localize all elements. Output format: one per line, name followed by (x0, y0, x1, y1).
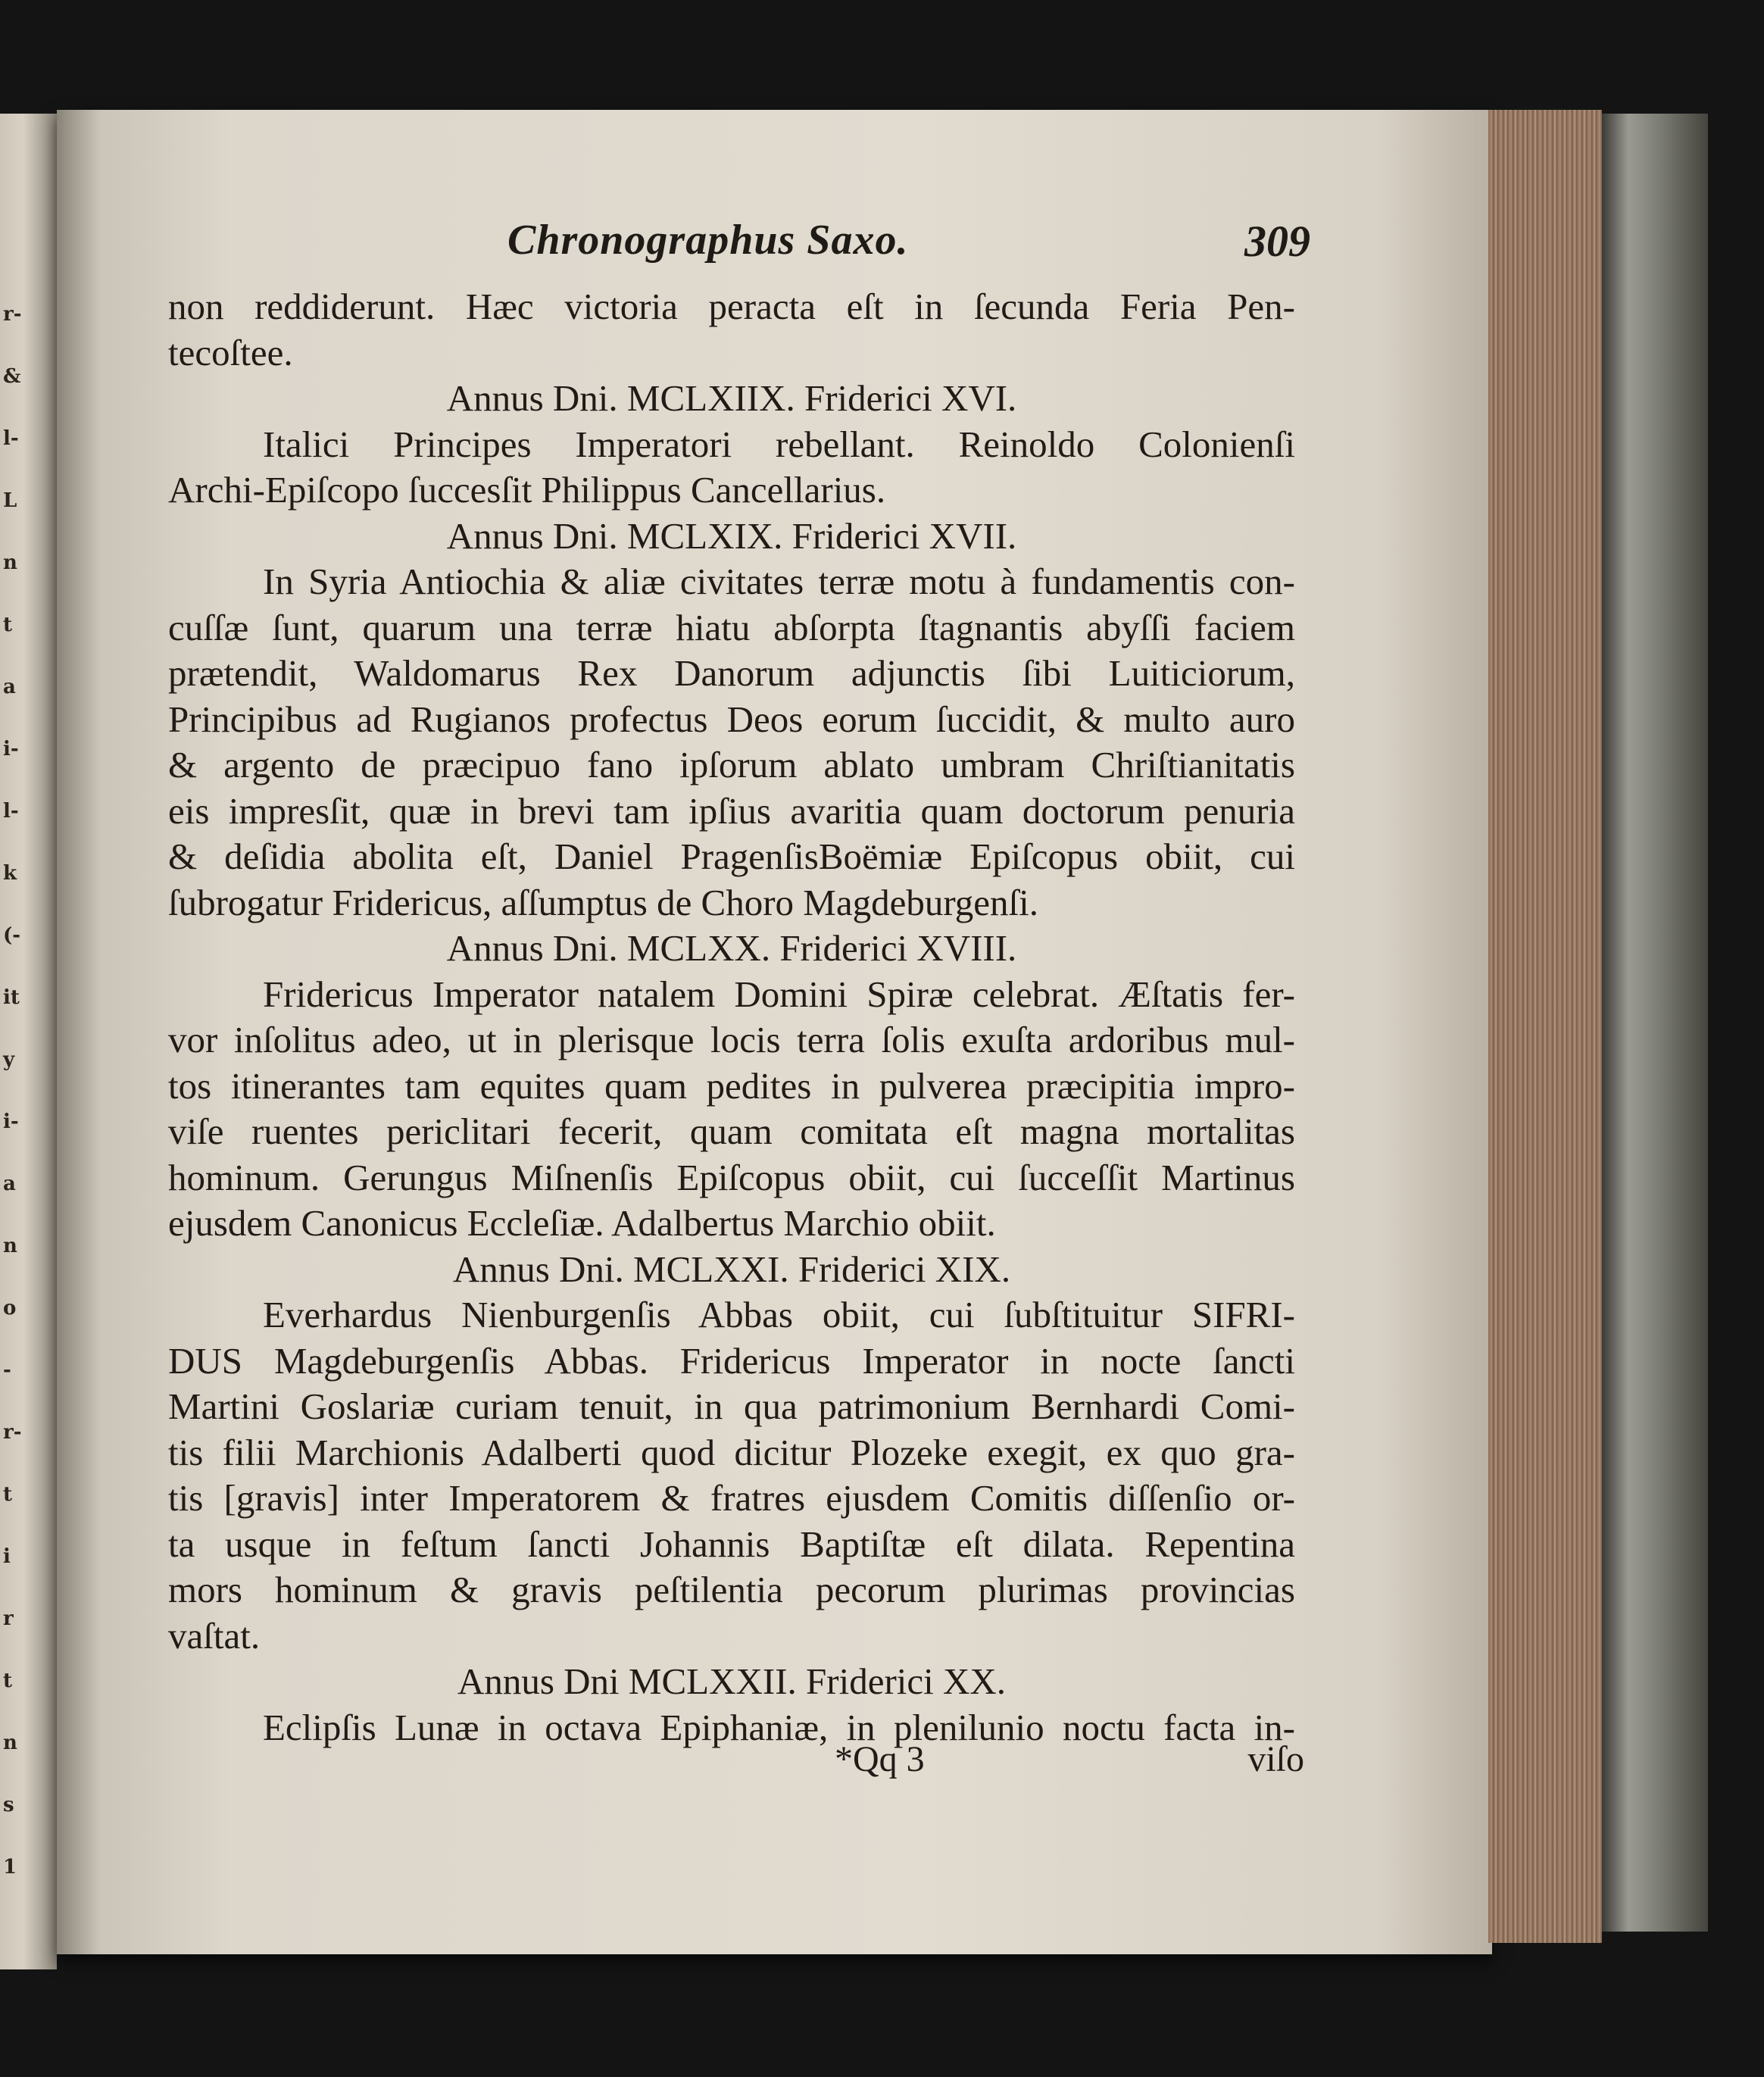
left-page-fragment: a (3, 1173, 16, 1195)
book-cover-board (1602, 114, 1708, 1932)
text-line: ejusdem Canonicus Eccleſiæ. Adalbertus Marchio obiit. (168, 1202, 996, 1244)
left-page-fragment: o (3, 1297, 17, 1320)
left-page-fragment: t (3, 614, 13, 636)
text-line: vor inſolitus adeo, ut in plerisque locis terra ſolis exuſta ardoribus mul- (168, 1019, 1295, 1060)
text-line: Fridericus Imperator natalem Domini Spiræ celebrat. Æſtatis fer- (263, 973, 1295, 1015)
text-line: tecoſtee. (168, 331, 293, 373)
page-number: 309 (1244, 217, 1310, 266)
left-page-fragment: - (3, 1359, 11, 1382)
text-line: cuſſæ ſunt, quarum una terræ hiatu abſorpta ſtagnantis abyſſi faciem (168, 606, 1295, 648)
year-heading: Annus Dni. MCLXIIX. Friderici XVI. (446, 377, 1017, 419)
text-line: Italici Principes Imperatori rebellant. Reinoldo Colonienſi (263, 423, 1295, 465)
body-text (168, 284, 1295, 1751)
running-head (507, 216, 1310, 269)
left-page-fragment: i- (3, 1110, 19, 1133)
running-head-title: Chronographus Saxo. (507, 217, 909, 264)
text-line: prætendit, Waldomarus Rex Danorum adjunctis ſibi Luiticiorum, (168, 652, 1295, 694)
left-page-fragment: y (3, 1048, 15, 1071)
text-line: vaſtat. (168, 1614, 261, 1657)
catchword: viſo (1247, 1739, 1304, 1779)
left-page-fragment: a (3, 676, 16, 698)
text-line: Everhardus Nienburgenſis Abbas obiit, cui ſubſtituitur SIFRI- (263, 1294, 1295, 1335)
text-line: & deſidia abolita eſt, Daniel PragenſisBoëmiæ Epiſcopus obiit, cui (168, 835, 1295, 877)
left-page-fragment: i (3, 1545, 11, 1568)
year-heading: Annus Dni MCLXXII. Friderici XX. (457, 1660, 1007, 1702)
text-line: tis [gravis] inter Imperatorem & fratres ejusdem Comitis diſſenſio or- (168, 1477, 1295, 1519)
text-line: Archi-Epiſcopo ſuccesſit Philippus Cancellarius. (168, 469, 886, 511)
text-line: ſubrogatur Fridericus, aſſumptus de Choro Magdeburgenſi. (168, 881, 1039, 923)
text-line: tis filii Marchionis Adalberti quod dicitur Plozeke exegit, ex quo gra- (168, 1431, 1295, 1473)
left-page-fragment: s (3, 1794, 14, 1816)
left-page-fragment: n (3, 1235, 17, 1257)
left-page-fragment: t (3, 1483, 13, 1506)
left-page-fragment: r- (3, 303, 22, 326)
text-line: & argento de præcipuo fano ipſorum ablato umbram Chriſtianitatis (168, 744, 1295, 786)
text-line: Principibus ad Rugianos profectus Deos eorum ſuccidit, & multo auro (168, 698, 1295, 740)
text-line: viſe ruentes periclitari fecerit, quam comitata eſt magna mortalitas (168, 1110, 1295, 1152)
left-page-fragment: l- (3, 800, 19, 823)
text-line: tos itinerantes tam equites quam pedites in pulverea præcipitia impro- (168, 1064, 1295, 1107)
text-line: In Syria Antiochia & aliæ civitates terræ motu à fundamentis con- (263, 561, 1295, 602)
year-heading: Annus Dni. MCLXIX. Friderici XVII. (446, 514, 1017, 557)
text-line: eis impresſit, quæ in brevi tam ipſius avaritia quam doctorum penuria (168, 789, 1295, 832)
left-page-fragment: L (3, 489, 17, 512)
text-line: Eclipſis Lunæ in octava Epiphaniæ, in plenilunio noctu facta in- (263, 1706, 1295, 1748)
left-page-fragment: it (3, 986, 20, 1009)
left-page-fragment: (- (3, 924, 21, 947)
left-page-fragment: 1 (3, 1856, 17, 1879)
year-heading: Annus Dni. MCLXXI. Friderici XIX. (452, 1248, 1011, 1290)
left-page-fragment: r- (3, 1421, 22, 1444)
left-page-fragment: n (3, 1732, 17, 1754)
left-page-fragment: i- (3, 738, 19, 761)
left-page-fragment: t (3, 1669, 13, 1692)
year-heading: Annus Dni. MCLXX. Friderici XVIII. (446, 927, 1017, 969)
text-line: mors hominum & gravis peſtilentia pecorum plurimas provincias (168, 1569, 1295, 1610)
text-line: Martini Goslariæ curiam tenuit, in qua patrimonium Bernhardi Comi- (168, 1385, 1295, 1427)
left-page-fragment: n (3, 551, 17, 574)
signature-mark: *Qq 3 (835, 1739, 925, 1779)
left-page-edge (0, 114, 57, 1969)
text-line: DUS Magdeburgenſis Abbas. Fridericus Imperator in nocte ſancti (168, 1339, 1295, 1382)
left-page-fragment: r (3, 1607, 14, 1630)
text-line: ta usque in feſtum ſancti Johannis Baptiſtæ eſt dilata. Repentina (168, 1523, 1295, 1565)
left-page-fragment: l- (3, 427, 19, 450)
page-edges (1488, 110, 1602, 1943)
text-line: non reddiderunt. Hæc victoria peracta eſt in ſecunda Feria Pen- (168, 286, 1295, 327)
text-line: hominum. Gerungus Miſnenſis Epiſcopus obiit, cui ſucceſſit Martinus (168, 1156, 1295, 1198)
left-page-fragment: & (3, 365, 21, 388)
left-page-fragment: k (3, 862, 17, 885)
footer (168, 1738, 1304, 1784)
